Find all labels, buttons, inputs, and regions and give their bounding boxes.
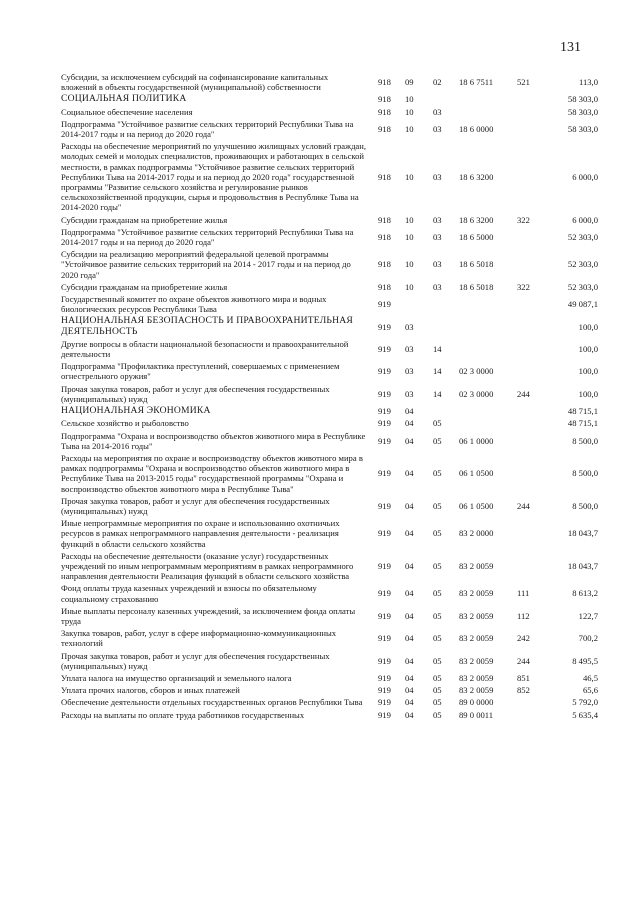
- row-expense-type-code: [517, 248, 551, 281]
- row-ministry-code: 918: [378, 281, 391, 292]
- table-row: [0, 214, 640, 226]
- row-amount: 52 303,0: [567, 259, 598, 270]
- table-row: [0, 281, 640, 293]
- row-target-article-code: 06 1 0000: [459, 435, 494, 446]
- row-target-article-code: 83 2 0059: [459, 655, 494, 666]
- table-row: [0, 430, 640, 452]
- row-ministry-code: 919: [378, 528, 391, 539]
- row-section-code: 04: [405, 697, 414, 708]
- row-subsection-code: 03: [433, 123, 442, 134]
- row-subsection-code: 05: [433, 672, 442, 683]
- row-section-code: 10: [405, 106, 414, 117]
- row-target-article-code: [459, 293, 517, 315]
- row-expense-type-code: [517, 452, 551, 495]
- row-target-article-code: [459, 417, 517, 429]
- row-ministry-code: 919: [378, 685, 391, 696]
- row-ministry-code: 919: [378, 388, 391, 399]
- row-target-article-code: 18 6 3200: [459, 214, 494, 225]
- row-amount: 122,7: [578, 610, 598, 621]
- row-subsection-code: 02: [433, 77, 442, 88]
- row-section-code: 10: [405, 231, 414, 242]
- budget-table: [0, 71, 640, 721]
- row-section-code: 04: [405, 406, 414, 417]
- row-ministry-code: 919: [378, 299, 391, 310]
- row-subsection-code: 03: [433, 259, 442, 270]
- table-row: [0, 684, 640, 696]
- row-subsection-code: 05: [433, 500, 442, 511]
- row-name: Субсидии на реализацию мероприятий федеральной целевой программы "Устойчивое развитие сельских территорий на 2014 - 2017 годы и на период до 2020 года": [61, 249, 351, 280]
- row-subsection-code: 05: [433, 435, 442, 446]
- row-subsection-code: 05: [433, 418, 442, 429]
- page-number: 131: [560, 40, 581, 55]
- row-section-code: 10: [405, 123, 414, 134]
- row-target-article-code: [459, 93, 517, 105]
- row-subsection-code: 03: [433, 171, 442, 182]
- row-name: Закупка товаров, работ, услуг в сфере информационно-коммуникационных технологий: [61, 628, 337, 649]
- row-expense-type-code: [517, 550, 551, 583]
- row-ministry-code: 918: [378, 77, 391, 88]
- row-ministry-code: 918: [378, 94, 391, 105]
- row-section-code: 10: [405, 94, 414, 105]
- row-amount: 58 303,0: [567, 94, 598, 105]
- row-ministry-code: 919: [378, 560, 391, 571]
- row-name: Обеспечение деятельности отдельных государственных органов Республики Тыва: [61, 697, 363, 708]
- row-ministry-code: 918: [378, 214, 391, 225]
- row-expense-type-code: 111: [517, 588, 530, 599]
- row-section-code: 04: [405, 588, 414, 599]
- table-row: [0, 405, 640, 417]
- row-amount: 100,0: [578, 366, 598, 377]
- row-subsection-code: 14: [433, 388, 442, 399]
- row-expense-type-code: 242: [517, 633, 530, 644]
- row-name: Расходы на обеспечение мероприятий по улучшению жилищных условий граждан, молодых семей и молодых специалистов, проживающих и работающих в сельской местности, в рамках подпрограммы "Устойчивое развитие сельских территорий Республики Тыва на 2014-2017 годы и на период до 2020 года" государственной программы "Развитие сельского хозяйства и регулирование рынков сельскохозяйственной продукции, сырья и продовольствия в Республике Тыва на 2014-2020 годы": [61, 141, 366, 213]
- row-name: Расходы на выплаты по оплате труда работников государственных: [61, 709, 305, 720]
- row-expense-type-code: [517, 315, 551, 337]
- row-subsection-code: [433, 93, 459, 105]
- row-expense-type-code: [517, 360, 551, 382]
- row-amount: 48 715,1: [567, 406, 598, 417]
- row-subsection-code: 05: [433, 560, 442, 571]
- row-ministry-code: 919: [378, 709, 391, 720]
- table-row: [0, 417, 640, 429]
- table-row: [0, 582, 640, 604]
- table-row: [0, 517, 640, 550]
- row-target-article-code: 06 1 0500: [459, 500, 494, 511]
- row-section-code: [405, 293, 433, 315]
- table-row: [0, 650, 640, 672]
- row-ministry-code: 919: [378, 435, 391, 446]
- row-section-code: 10: [405, 259, 414, 270]
- row-amount: 8 500,0: [572, 500, 598, 511]
- row-name: Подпрограмма "Охрана и воспроизводство объектов животного мира в Республике Тыва на 2014-2016 годы": [61, 430, 366, 451]
- row-target-article-code: 83 2 0059: [459, 685, 494, 696]
- budget-table-body: [0, 71, 640, 721]
- row-subsection-code: 03: [433, 106, 442, 117]
- row-expense-type-code: 851: [517, 672, 530, 683]
- row-expense-type-code: [517, 293, 551, 315]
- row-target-article-code: 89 0 0000: [459, 697, 494, 708]
- row-target-article-code: [459, 338, 517, 360]
- row-target-article-code: 02 3 0000: [459, 366, 494, 377]
- table-row: [0, 672, 640, 684]
- row-expense-type-code: 244: [517, 388, 530, 399]
- row-ministry-code: 918: [378, 106, 391, 117]
- row-expense-type-code: [517, 93, 551, 105]
- row-amount: 100,0: [578, 343, 598, 354]
- row-expense-type-code: 244: [517, 500, 530, 511]
- row-subsection-code: 05: [433, 685, 442, 696]
- row-name: НАЦИОНАЛЬНАЯ БЕЗОПАСНОСТЬ И ПРАВООХРАНИТЕЛЬНАЯ ДЕЯТЕЛЬНОСТЬ: [61, 315, 353, 337]
- row-amount: 65,6: [582, 685, 598, 696]
- row-section-code: 10: [405, 281, 414, 292]
- table-row: [0, 627, 640, 649]
- row-expense-type-code: 322: [517, 281, 530, 292]
- row-target-article-code: [459, 106, 517, 118]
- row-section-code: 04: [405, 685, 414, 696]
- table-row: [0, 140, 640, 213]
- row-section-code: 04: [405, 500, 414, 511]
- row-expense-type-code: [517, 417, 551, 429]
- row-subsection-code: 05: [433, 610, 442, 621]
- row-expense-type-code: 322: [517, 214, 530, 225]
- row-ministry-code: 919: [378, 672, 391, 683]
- table-row: [0, 315, 640, 337]
- table-row: [0, 248, 640, 281]
- row-amount: 18 043,7: [567, 528, 598, 539]
- row-name: Субсидии, за исключением субсидий на софинансирование капитальных вложений в объекты государственной (муниципальной) собственности: [61, 72, 329, 93]
- row-expense-type-code: [517, 696, 551, 708]
- row-ministry-code: 918: [378, 259, 391, 270]
- row-name: Иные выплаты персоналу казенных учреждений, за исключением фонда оплаты труда: [61, 605, 356, 626]
- row-expense-type-code: [517, 118, 551, 140]
- row-name: НАЦИОНАЛЬНАЯ ЭКОНОМИКА: [61, 405, 211, 417]
- row-name: Уплата прочих налогов, сборов и иных платежей: [61, 685, 240, 696]
- row-amount: 58 303,0: [567, 123, 598, 134]
- row-target-article-code: [459, 405, 517, 417]
- row-expense-type-code: 521: [517, 77, 530, 88]
- row-amount: 6 000,0: [572, 214, 598, 225]
- row-amount: 18 043,7: [567, 560, 598, 571]
- table-row: [0, 550, 640, 583]
- row-ministry-code: 919: [378, 500, 391, 511]
- row-target-article-code: 02 3 0000: [459, 388, 494, 399]
- row-name: Сельское хозяйство и рыболовство: [61, 418, 189, 429]
- row-subsection-code: 05: [433, 588, 442, 599]
- row-name: Расходы на обеспечение деятельности (оказание услуг) государственных учреждений по иным непрограммным мероприятиям в рамках непрограммного направления деятельности Реализация функций в области сельского хозяйства: [61, 550, 354, 582]
- row-amount: 100,0: [578, 321, 598, 332]
- row-expense-type-code: [517, 517, 551, 550]
- row-ministry-code: 919: [378, 418, 391, 429]
- table-row: [0, 360, 640, 382]
- row-name: Подпрограмма "Профилактика преступлений, совершаемых с применением огнестрельного оружия": [61, 361, 340, 382]
- row-target-article-code: 83 2 0059: [459, 633, 494, 644]
- row-ministry-code: 919: [378, 321, 391, 332]
- row-section-code: 03: [405, 343, 414, 354]
- row-target-article-code: 06 1 0500: [459, 468, 494, 479]
- row-section-code: 03: [405, 388, 414, 399]
- row-amount: 8 500,0: [572, 435, 598, 446]
- row-section-code: 10: [405, 171, 414, 182]
- table-row: [0, 106, 640, 118]
- row-amount: 52 303,0: [567, 281, 598, 292]
- row-target-article-code: 18 6 5018: [459, 259, 494, 270]
- row-target-article-code: [459, 315, 517, 337]
- row-section-code: 04: [405, 418, 414, 429]
- row-ministry-code: 918: [378, 171, 391, 182]
- table-row: [0, 383, 640, 405]
- row-name: Прочая закупка товаров, работ и услуг для обеспечения государственных (муниципальных) нужд: [61, 383, 330, 404]
- row-amount: 113,0: [578, 77, 598, 88]
- row-section-code: 09: [405, 77, 414, 88]
- row-section-code: 04: [405, 672, 414, 683]
- row-subsection-code: 03: [433, 231, 442, 242]
- row-name: Фонд оплаты труда казенных учреждений и взносы по обязательному социальному страхованию: [61, 583, 317, 604]
- row-expense-type-code: [517, 709, 551, 721]
- row-target-article-code: 83 2 0059: [459, 560, 494, 571]
- row-ministry-code: 919: [378, 655, 391, 666]
- row-expense-type-code: 112: [517, 610, 530, 621]
- row-name: Расходы на мероприятия по охране и воспроизводству объектов животного мира в рамках подпрограммы "Охрана и воспроизводство объектов животного мира в Республике Тыва на 2013-2015 годы" государственной программы "Охрана и воспроизводство объектов животного мира в Республике Тыва": [61, 452, 363, 494]
- row-amount: 5 635,4: [572, 709, 598, 720]
- row-subsection-code: 03: [433, 281, 442, 292]
- row-section-code: 04: [405, 560, 414, 571]
- row-ministry-code: 919: [378, 633, 391, 644]
- row-target-article-code: 18 6 7511: [459, 77, 494, 88]
- row-ministry-code: 918: [378, 123, 391, 134]
- row-expense-type-code: 852: [517, 685, 530, 696]
- row-name: Прочая закупка товаров, работ и услуг для обеспечения государственных (муниципальных) нужд: [61, 495, 330, 516]
- row-ministry-code: 919: [378, 610, 391, 621]
- table-row: [0, 709, 640, 721]
- row-expense-type-code: [517, 338, 551, 360]
- table-row: [0, 452, 640, 495]
- row-target-article-code: 18 6 3200: [459, 171, 494, 182]
- row-name: Прочая закупка товаров, работ и услуг для обеспечения государственных (муниципальных) нужд: [61, 650, 330, 671]
- row-target-article-code: 18 6 0000: [459, 123, 494, 134]
- row-amount: 46,5: [582, 672, 598, 683]
- row-expense-type-code: [517, 430, 551, 452]
- row-amount: 8 495,5: [572, 655, 598, 666]
- row-ministry-code: 919: [378, 406, 391, 417]
- row-target-article-code: 18 6 5018: [459, 281, 494, 292]
- row-subsection-code: 05: [433, 633, 442, 644]
- row-target-article-code: 83 2 0059: [459, 588, 494, 599]
- row-target-article-code: 89 0 0011: [459, 709, 494, 720]
- row-name: Подпрограмма "Устойчивое развитие сельских территорий Республики Тыва на 2014-2017 годы и на период до 2020 года": [61, 118, 354, 140]
- row-name: Подпрограмма "Устойчивое развитие сельских территорий Республики Тыва на 2014-2017 годы и на период до 2020 года": [61, 226, 354, 248]
- row-ministry-code: 919: [378, 697, 391, 708]
- row-subsection-code: 03: [433, 214, 442, 225]
- row-amount: 100,0: [578, 388, 598, 399]
- row-expense-type-code: [517, 226, 551, 248]
- row-subsection-code: 05: [433, 697, 442, 708]
- row-section-code: 04: [405, 709, 414, 720]
- row-section-code: 04: [405, 655, 414, 666]
- table-row: [0, 293, 640, 315]
- row-ministry-code: 919: [378, 366, 391, 377]
- table-row: [0, 71, 640, 93]
- table-row: [0, 605, 640, 627]
- row-target-article-code: 83 2 0059: [459, 610, 494, 621]
- table-row: [0, 696, 640, 708]
- row-target-article-code: 18 6 5000: [459, 231, 494, 242]
- row-amount: 5 792,0: [572, 697, 598, 708]
- row-subsection-code: [433, 405, 459, 417]
- row-ministry-code: 918: [378, 231, 391, 242]
- table-row: [0, 93, 640, 105]
- row-name: Субсидии гражданам на приобретение жилья: [61, 281, 228, 292]
- row-section-code: 03: [405, 321, 414, 332]
- row-amount: 700,2: [578, 633, 598, 644]
- row-amount: 48 715,1: [567, 418, 598, 429]
- row-expense-type-code: 244: [517, 655, 530, 666]
- row-section-code: 04: [405, 468, 414, 479]
- row-section-code: 04: [405, 633, 414, 644]
- row-name: Государственный комитет по охране объектов животного мира и водных биологических ресурсов Республики Тыва: [61, 294, 327, 315]
- row-target-article-code: 83 2 0059: [459, 672, 494, 683]
- row-amount: 6 000,0: [572, 171, 598, 182]
- row-section-code: 03: [405, 366, 414, 377]
- row-subsection-code: 05: [433, 655, 442, 666]
- row-amount: 58 303,0: [567, 106, 598, 117]
- row-subsection-code: 05: [433, 468, 442, 479]
- row-amount: 8 613,2: [572, 588, 598, 599]
- row-section-code: 10: [405, 214, 414, 225]
- row-subsection-code: 05: [433, 709, 442, 720]
- row-section-code: 04: [405, 610, 414, 621]
- row-name: Другие вопросы в области национальной безопасности и правоохранительной деятельности: [61, 338, 349, 360]
- row-name: Уплата налога на имущество организаций и земельного налога: [61, 672, 292, 683]
- row-expense-type-code: [517, 140, 551, 213]
- row-amount: 8 500,0: [572, 468, 598, 479]
- row-amount: 52 303,0: [567, 231, 598, 242]
- row-expense-type-code: [517, 106, 551, 118]
- row-subsection-code: [433, 293, 459, 315]
- table-row: [0, 495, 640, 517]
- row-name: Иные непрограммные мероприятия по охране и использованию охотничьих ресурсов в рамках непрограммного направления деятельности - реализация функций в области сельского хозяйства: [61, 518, 340, 549]
- row-subsection-code: 14: [433, 366, 442, 377]
- row-name: Социальное обеспечение населения: [61, 106, 193, 117]
- row-amount: 49 087,1: [567, 299, 598, 310]
- table-row: [0, 118, 640, 140]
- row-subsection-code: [433, 315, 459, 337]
- table-row: [0, 226, 640, 248]
- row-subsection-code: 05: [433, 528, 442, 539]
- row-ministry-code: 919: [378, 588, 391, 599]
- row-name: СОЦИАЛЬНАЯ ПОЛИТИКА: [61, 93, 187, 105]
- row-name: Субсидии гражданам на приобретение жилья: [61, 214, 228, 225]
- row-ministry-code: 919: [378, 468, 391, 479]
- row-section-code: 04: [405, 435, 414, 446]
- row-section-code: 04: [405, 528, 414, 539]
- row-subsection-code: 14: [433, 343, 442, 354]
- table-row: [0, 338, 640, 360]
- row-expense-type-code: [517, 405, 551, 417]
- row-ministry-code: 919: [378, 343, 391, 354]
- row-target-article-code: 83 2 0000: [459, 528, 494, 539]
